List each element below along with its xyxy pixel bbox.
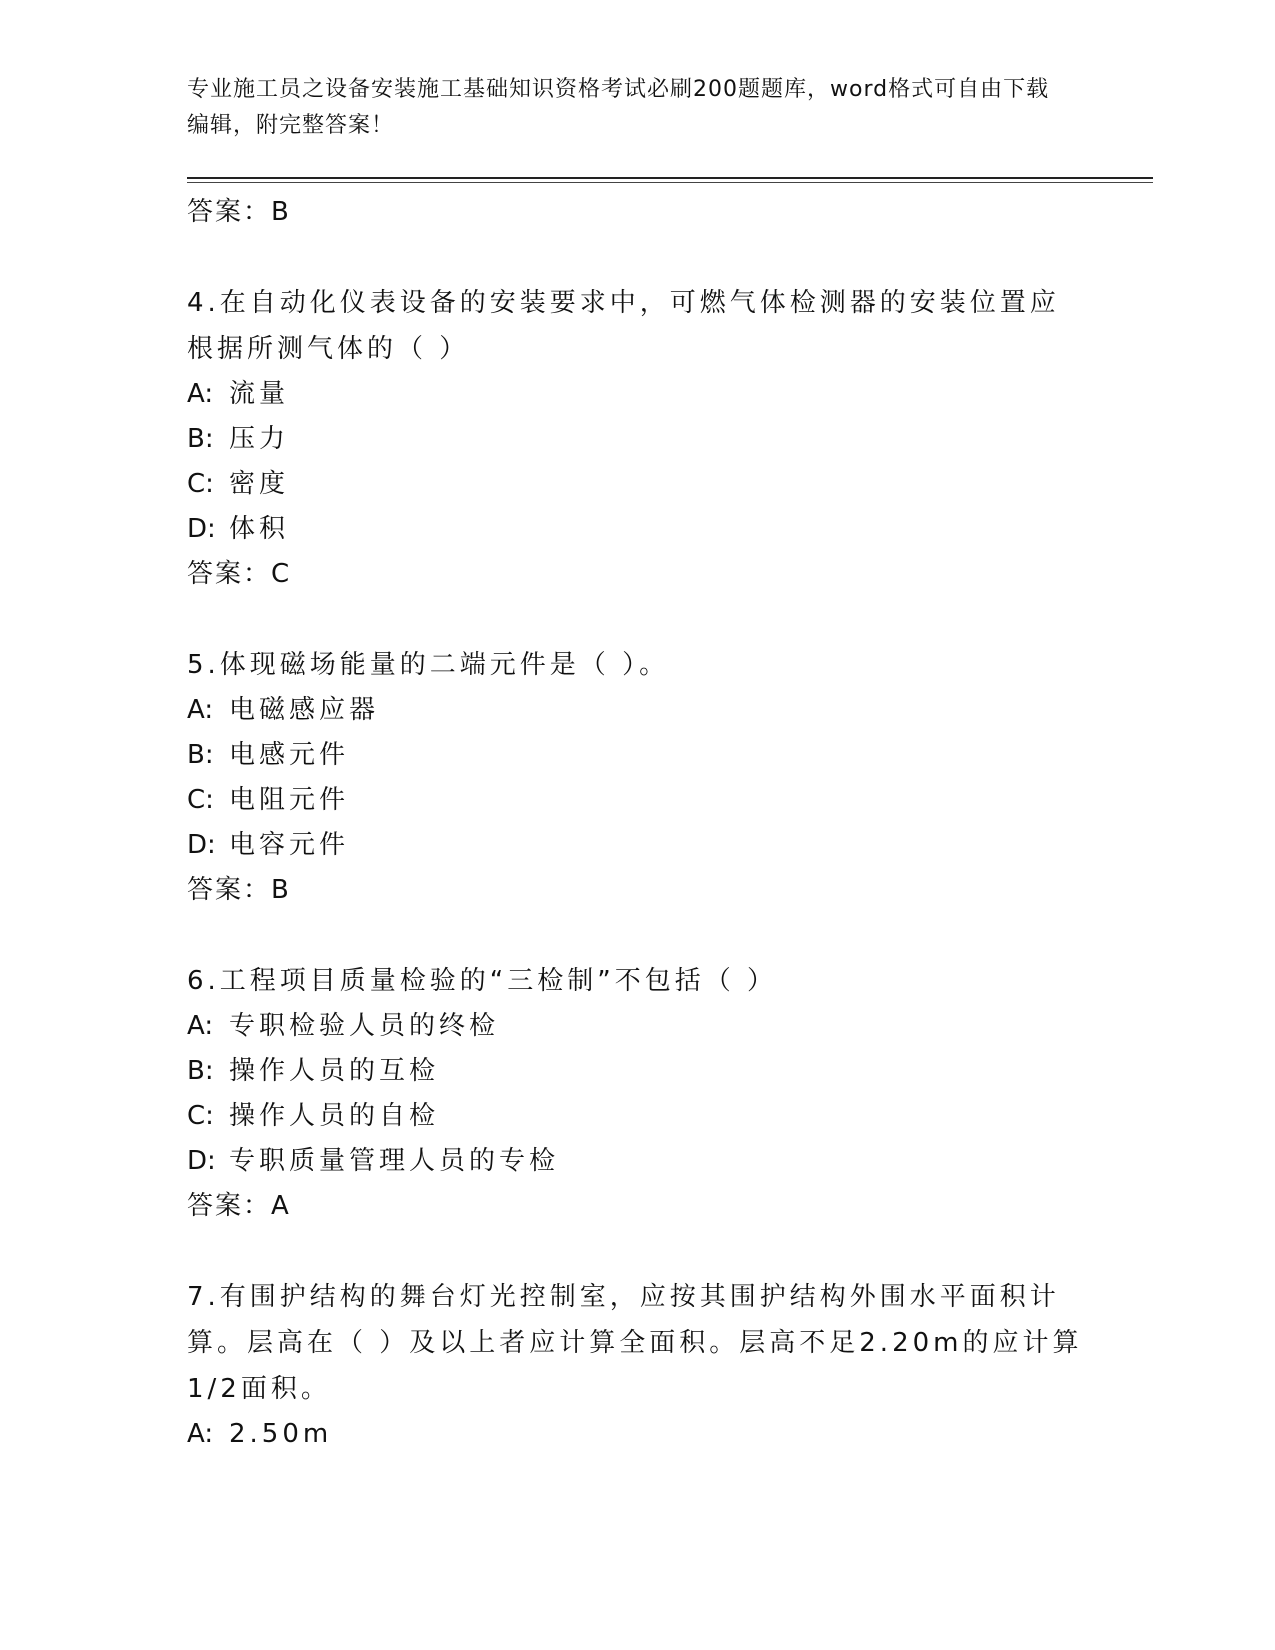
option-b (187, 733, 1087, 778)
option-text: 2.50m (229, 1419, 333, 1449)
answer-label: 答案： (187, 559, 272, 589)
option-a (187, 1004, 1087, 1049)
option-text: 操作人员的自检 (229, 1101, 440, 1131)
option-a (187, 372, 1087, 417)
option-key: B: (187, 740, 214, 770)
option-text: 流量 (229, 379, 290, 409)
option-key: A: (187, 379, 214, 409)
option-c (187, 778, 1087, 823)
document-header: 专业施工员之设备安装施工基础知识资格考试必刷200题题库，word格式可自由下载编辑，附完整答案！ (187, 77, 1050, 138)
option-key: B: (187, 424, 214, 454)
option-key: C: (187, 785, 214, 815)
option-text: 密度 (229, 469, 290, 499)
option-d (187, 1139, 1087, 1184)
answer-line (187, 190, 1087, 234)
option-text: 压力 (229, 424, 290, 454)
option-d (187, 823, 1087, 868)
option-d (187, 507, 1087, 552)
option-a (187, 688, 1087, 733)
option-key: A: (187, 1419, 214, 1449)
answer-value: B (271, 875, 291, 905)
question-list (187, 190, 1087, 1457)
option-text: 电感元件 (229, 740, 350, 770)
answer-label: 答案： (187, 197, 272, 227)
answer-line (187, 868, 1087, 912)
option-key: D: (187, 514, 216, 544)
answer-value: A (271, 1191, 291, 1221)
answer-line (187, 1184, 1087, 1228)
question-block (187, 1274, 1087, 1457)
answer-label: 答案： (187, 1191, 272, 1221)
option-a (187, 1412, 1087, 1457)
option-text: 电阻元件 (229, 785, 350, 815)
answer-line (187, 552, 1087, 596)
option-key: C: (187, 469, 214, 499)
option-b (187, 417, 1087, 462)
answer-label: 答案： (187, 875, 272, 905)
option-text: 专职检验人员的终检 (229, 1011, 500, 1041)
option-key: D: (187, 1146, 216, 1176)
answer-value: B (271, 197, 291, 227)
option-b (187, 1049, 1087, 1094)
option-text: 电磁感应器 (229, 695, 380, 725)
option-key: B: (187, 1056, 214, 1086)
question-stem: 5.体现磁场能量的二端元件是（ ）。 (187, 650, 670, 680)
question-block (187, 958, 1087, 1228)
header-divider (187, 177, 1153, 179)
option-key: D: (187, 830, 216, 860)
answer-value: C (271, 559, 292, 589)
option-c (187, 1094, 1087, 1139)
question-block (187, 280, 1087, 596)
option-text: 操作人员的互检 (229, 1056, 440, 1086)
option-key: A: (187, 1011, 214, 1041)
option-c (187, 462, 1087, 507)
question-stem: 6.工程项目质量检验的“三检制”不包括（ ） (187, 966, 778, 996)
option-key: C: (187, 1101, 214, 1131)
option-text: 体积 (229, 514, 290, 544)
option-text: 专职质量管理人员的专检 (229, 1146, 560, 1176)
question-stem: 7.有围护结构的舞台灯光控制室，应按其围护结构外围水平面积计算。层高在（ ）及以上者应计算全面积。层高不足2.20m的应计算1/2面积。 (187, 1282, 1083, 1404)
header-divider-thin (187, 182, 1153, 183)
option-text: 电容元件 (229, 830, 350, 860)
question-stem: 4.在自动化仪表设备的安装要求中，可燃气体检测器的安装位置应根据所测气体的（ ） (187, 288, 1060, 364)
question-block (187, 642, 1087, 912)
option-key: A: (187, 695, 214, 725)
